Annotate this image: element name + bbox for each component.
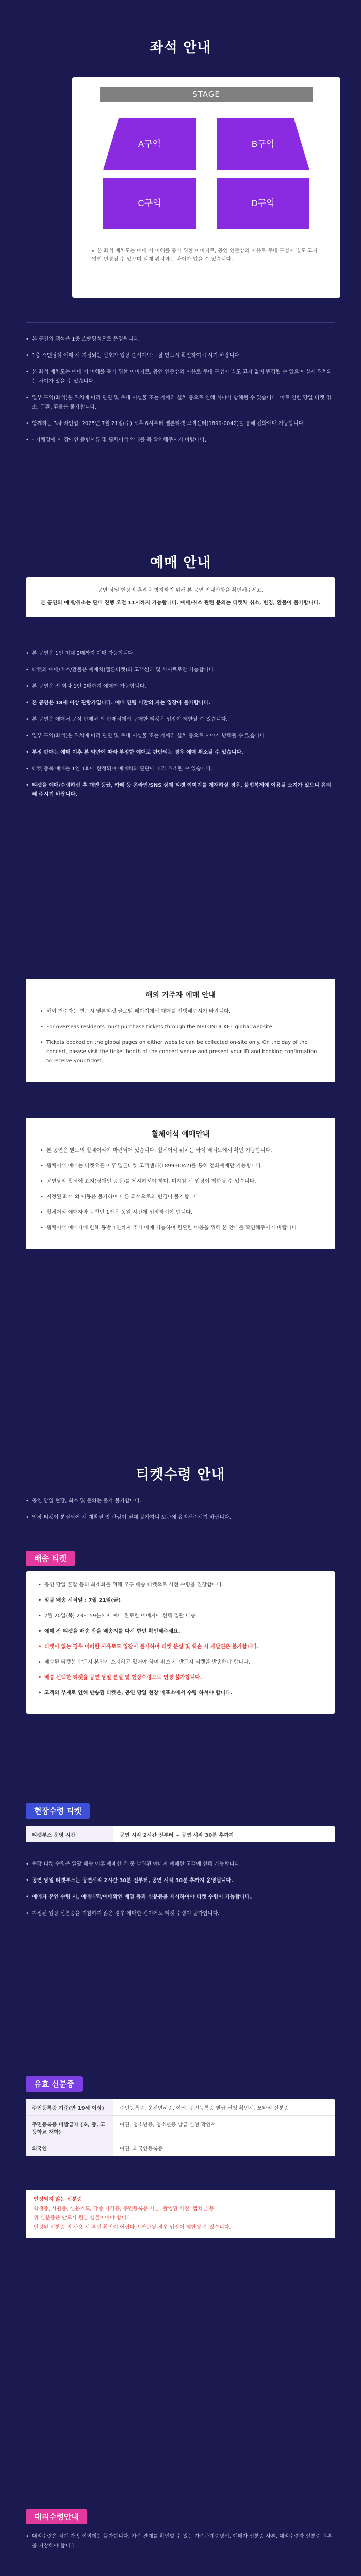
table-row <box>26 1826 335 1842</box>
booking-list <box>26 649 335 807</box>
list-item: • 티켓 중복 예매는 1인 1회에 한정되며 예매처의 판단에 따라 취소될 수 있습니다. <box>26 765 335 774</box>
list-item: • 배송된 티켓은 반드시 본인이 소지하고 있어야 하며 취소 시 반드시 티켓을 반송해야 합니다. <box>38 1658 323 1667</box>
list-item: • 일부 구역(좌석)은 위치에 따라 단면 및 무대 시설물 또는 카메라 설치 등으로 시야가 방해될 수 있습니다. <box>26 732 335 741</box>
bullet-icon <box>92 250 94 252</box>
list-item: • 공연 당일 혼잡 등의 최소화를 위해 모두 배송 티켓으로 사전 수령을 권장합니다. <box>38 1581 323 1590</box>
overseas-title: 해외 거주자 예매 안내 <box>145 991 216 999</box>
onsite-ticket-pill: 현장수령 티켓 <box>26 1803 90 1819</box>
table-cell: 여권, 청소년증, 청소년증 발급 신청 확인서 <box>120 2122 216 2128</box>
list-item: • 티켓을 예매/수령하신 후 개인 등급, 카페 등 온라인/SNS 상에 티켓 이미지를 게재하실 경우, 불법복제에 이용될 소지가 있으니 유의해 주시기 바랍니다. <box>26 781 335 800</box>
table-row <box>26 2116 335 2140</box>
list-item: • 입장 티켓이 분실되어 시 재발권 및 관람이 절대 불가하니 보관에 유의해주시기 바랍니다. <box>26 1513 335 1522</box>
list-item: • 본 공연은 전 회차 1인 2매까지 예매가 가능합니다. <box>26 682 335 691</box>
list-item: • 휠체어석 예매는 티켓오픈 이후 멜론티켓 고객센터(1899-0042)를 통해 전화예매만 가능합니다. <box>40 1162 321 1171</box>
onsite-table <box>26 1826 335 1842</box>
table-header-cell: 주민등록증 미발급자 (초, 중, 고등학교 재학) <box>26 2116 113 2140</box>
list-item: • 본 공연은 18세 이상 관람가입니다. 예매 연령 미만의 자는 입장이 불가합니다. <box>26 699 335 708</box>
table-cell: 여권, 외국인등록증 <box>120 2146 163 2152</box>
delivery-ticket-pill: 배송 티켓 <box>26 1551 75 1566</box>
list-item: • 지정된 입장 신분증을 지참하지 않은 경우 예매한 건이어도 티켓 수령이 불가합니다. <box>26 1909 335 1919</box>
list-item: • 현장 티켓 수령은 일괄 배송 이후 예매한 건 중 발권된 예매자 예매한 고객에 한해 가능합니다. <box>26 1860 335 1869</box>
zone-c-label: C구역 <box>138 198 161 208</box>
table-cell: 공연 시작 2시간 전부터 ~ 공연 시작 30분 후까지 <box>120 1833 234 1838</box>
warning-line: 인정된 신분증 외 사용 시 본인 확인이 어렵다고 판단될 경우 입장이 제한될 수 있습니다. <box>34 2225 231 2230</box>
booking-intro-card <box>26 577 335 617</box>
booking-title: 예매 안내 <box>150 555 211 571</box>
warning-line: 위 신분증은 반드시 원본 실물이어야 합니다. <box>34 2215 133 2221</box>
list-item: • 해외 거주자는 반드시 멜론티켓 글로벌 페이지에서 예매를 진행해주시기 바랍니다. <box>40 1007 321 1016</box>
seat-map <box>72 77 340 247</box>
delivery-card <box>26 1571 335 1714</box>
seat-title: 좌석 안내 <box>150 40 211 56</box>
proxy-pickup-pill: 대리수령안내 <box>26 2509 87 2524</box>
list-item: • 예매 전 티켓을 배송 받을 배송지를 다시 한번 확인해주세요. <box>38 1627 323 1636</box>
warning-line: 인정되지 않는 신분증 <box>34 2197 82 2202</box>
list-item: • 티켓의 예매/취소/환불은 예매처(멜론티켓)의 고객센터 및 사이트로만 가능합니다. <box>26 666 335 675</box>
list-item: • Tickets booked on the global pages on either website can be collected on-site only. On the day of the concert, please visit the ticket booth of the concert venue and present your ID and booking confirmation to receive your ticket. <box>40 1038 321 1066</box>
list-item: • 7월 20일(목) 23시 59분까지 예매 완료한 예매자에 한해 일괄 배송. <box>38 1612 323 1621</box>
list-item: • 함께하는 3차 라인업: 2025년 7월 21일(수) 오후 6시부터 멜론티켓 고객센터(1899-0042)를 통해 전화예매 가능합니다. <box>26 419 335 429</box>
onsite-list <box>26 1860 335 1926</box>
id-table <box>26 2099 335 2156</box>
list-item: • For overseas residents must purchase tickets through the MELONTICKET global website. <box>40 1023 321 1032</box>
wheelchair-card <box>26 1118 335 1249</box>
delivery-list <box>38 1581 323 1698</box>
list-item: • 티켓이 없는 경우 어떠한 사유로도 입장이 불가하며 티켓 분실 및 훼손 시 재발권은 불가합니다. <box>38 1642 323 1652</box>
overseas-card <box>26 979 335 1082</box>
list-item: • 일괄 배송 시작일 : 7월 21일(금) <box>38 1596 323 1605</box>
divider <box>26 322 335 323</box>
id-warning-box <box>26 2190 335 2238</box>
list-item: • 공연 당일 현장, 최소 및 문의는 불가 불가합니다. <box>26 1497 335 1506</box>
table-row <box>26 2140 335 2156</box>
table-cell: 주민등록증, 운전면허증, 여권, 주민등록증 발급 신청 확인서, 모바일 신분증 <box>120 2106 289 2111</box>
seat-map-card <box>72 77 340 298</box>
list-item: • - 지체장애 시 장애인 증빙서류 및 휠체어석 안내를 꼭 확인해주시기 바랍니다. <box>26 436 335 445</box>
stage-label: STAGE <box>100 87 313 102</box>
list-item: • 본 공연은 예매처 공식 판매처 외 판매처에서 구매한 티켓은 입장이 제한될 수 있습니다. <box>26 715 335 724</box>
seat-note <box>92 247 324 264</box>
zone-a-label: A구역 <box>138 139 161 149</box>
list-item: • 고객의 부재로 인해 반송된 티켓은, 공연 당일 현장 매표소에서 수령 하셔야 합니다. <box>38 1689 323 1698</box>
list-item: • 대리수령은 직계 가족 이외에는 불가합니다. 가족 관계를 확인할 수 있는 가족관계증명서, 예매자 신분증 사본, 대리수령자 신분증 원본을 지참해야 합니다. <box>26 2532 335 2551</box>
table-header-cell: 티켓부스 운영 시간 <box>26 1826 113 1842</box>
list-item: • 지정된 좌석 외 이동은 불가하며 다른 좌석으로의 변경이 불가합니다. <box>40 1193 321 1202</box>
list-item: • 휠체어석 예매자와 동반인 1인은 동일 시간에 입장하셔야 합니다. <box>40 1208 321 1217</box>
list-item: • 1층 스탠딩석 예매 시 지정되는 번호가 입장 순서이므로 잘 반드시 확인하여 주시기 바랍니다. <box>26 351 335 361</box>
list-item: • 공연당일 휠체어 표지(장애인 증빙)를 제시하셔야 하며, 미지참 시 입장이 제한될 수 있습니다. <box>40 1177 321 1187</box>
list-item: • 본 공연은 1인 최대 2매까지 예매 가능합니다. <box>26 649 335 658</box>
wheelchair-title: 휠체어석 예매안내 <box>151 1130 210 1139</box>
list-item: • 배송 선택한 티켓을 공연 당일 분실 및 현장수령으로 변경 불가합니다. <box>38 1673 323 1683</box>
wheelchair-list <box>40 1146 321 1233</box>
seat-info-list <box>26 335 335 452</box>
table-header-cell: 주민등록증 기준(만 19세 이상) <box>26 2099 113 2115</box>
list-item: • 예매자 본인 수령 시, 예매내역/예매확인 메일 등과 신분증을 제시하여야 티켓 수령이 가능합니다. <box>26 1893 335 1902</box>
zone-b-label: B구역 <box>251 139 275 149</box>
list-item: • 본 좌석 배치도는 예매 시 이해를 돕기 위한 이미지로, 공연 연출상의 이유로 무대 구성이 별도 고지 없이 변경될 수 있으며 실제 위치와는 차이가 있을 수 있습니다. <box>26 368 335 386</box>
booking-intro-line: 본 공연의 예매/취소는 판매 진행 오전 11시까지 가능합니다. 예매/취소 관련 문의는 티켓처 취소, 변경, 환불이 불가합니다. <box>40 600 321 606</box>
seat-note-text: 본 좌석 배치도는 예매 시 이해를 돕기 위한 이미지로, 공연 연출상의 이유로 무대 구성이 별도 고지 없이 변경될 수 있으며 실제 위치와는 차이가 있을 수 있습니다. <box>92 248 318 262</box>
ticket-title: 티켓수령 안내 <box>136 1467 225 1483</box>
valid-id-pill: 유효 신분증 <box>26 2076 83 2092</box>
table-row <box>26 2099 335 2116</box>
warning-line: 학생증, 사원증, 신용카드, 각종 자격증, 주민등록증 사본, 촬영된 사진, 캡처본 등 <box>34 2206 215 2212</box>
list-item: • 일부 구역(좌석)은 위치에 따라 단면 및 무대 시설물 또는 카메라 설치 등으로 인해 시야가 방해될 수 있습니다. 이로 인한 당일 티켓 취소, 교환, 환불은 불가합니다. <box>26 394 335 412</box>
list-item: • 본 공연의 객석은 1층 스탠딩석으로 운영됩니다. <box>26 335 335 344</box>
list-item: • 공연 당일 티켓부스는 공연시작 2시간 30분 전부터, 공연 시작 30분 후까지 운영됩니다. <box>26 1876 335 1886</box>
zone-d-label: D구역 <box>251 198 275 208</box>
list-item: • 본 공연은 별도의 휠체어석이 마련되어 있습니다. 휠체어석 위치는 좌석 배치도에서 확인 가능합니다. <box>40 1146 321 1156</box>
booking-intro-line: 공연 당일 현장의 혼잡을 방지하기 위해 본 공연 안내사항을 확인해주세요. <box>97 588 264 594</box>
proxy-list <box>26 2532 335 2558</box>
list-item: • 부정 판매는 예매 이후 본 약관에 따라 부정한 예매로 판단되는 경우 예매 취소될 수 있습니다. <box>26 748 335 757</box>
overseas-list <box>40 1007 321 1066</box>
list-item: • 휠체어석 예매자에 한해 동반 1인까지 추가 예매 가능하며 원활한 이용을 위해 본 안내를 확인해주시기 바랍니다. <box>40 1224 321 1233</box>
table-header-cell: 외국인 <box>26 2140 113 2156</box>
ticket-list <box>26 1497 335 1530</box>
